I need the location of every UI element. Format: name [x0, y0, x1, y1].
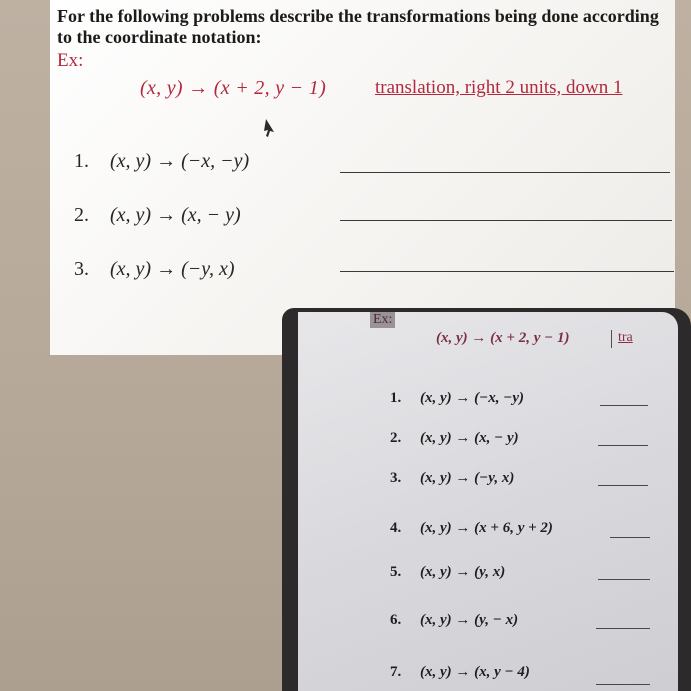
example-label: Ex: [370, 312, 395, 328]
example-expression: (x, y) → (x + 2, y − 1) [436, 330, 570, 346]
answer-line-2[interactable] [598, 445, 648, 446]
problem-5 [390, 564, 505, 581]
problem-1 [390, 390, 524, 407]
instructions-text: For the following problems describe the transformations being done according to the coordinate notation: [57, 6, 659, 47]
answer-line-2[interactable] [340, 220, 672, 221]
answer-line-3[interactable] [340, 271, 674, 272]
problem-3 [74, 258, 235, 281]
worksheet-paper [298, 312, 678, 691]
problem-expression: (x, y) → (−y, x) [110, 258, 235, 280]
example-answer-fragment: tra [618, 330, 633, 345]
problem-2 [390, 430, 519, 447]
example-answer: translation, right 2 units, down 1 [375, 77, 623, 98]
problem-number: 2. [74, 204, 89, 226]
problem-1 [74, 150, 249, 173]
problem-expression: (x, y) → (−y, x) [420, 470, 515, 486]
answer-line-4[interactable] [610, 537, 650, 538]
example-label: Ex: [57, 50, 84, 71]
answer-line-3[interactable] [598, 485, 648, 486]
problem-3 [390, 470, 514, 487]
problem-number: 3. [390, 470, 402, 486]
problem-number: 1. [74, 150, 89, 172]
problem-2 [74, 204, 241, 227]
problem-expression: (x, y) → (x, − y) [420, 430, 519, 446]
problem-number: 3. [74, 258, 89, 280]
problem-number: 1. [390, 390, 402, 406]
problem-expression: (x, y) → (x + 6, y + 2) [420, 520, 553, 536]
problem-number: 6. [390, 612, 402, 628]
answer-line-7[interactable] [596, 684, 650, 685]
example-expression: (x, y) → (x + 2, y − 1) [140, 77, 327, 99]
text-cursor [611, 330, 612, 348]
problem-expression: (x, y) → (−x, −y) [110, 150, 250, 172]
worksheet-top [50, 0, 675, 355]
worksheet-photo-overlay [282, 308, 691, 691]
problem-7 [390, 664, 530, 681]
answer-line-1[interactable] [600, 405, 648, 406]
problem-6 [390, 612, 518, 629]
problem-expression: (x, y) → (y, − x) [420, 612, 519, 628]
answer-line-6[interactable] [596, 628, 650, 629]
problem-4 [390, 520, 553, 537]
answer-line-5[interactable] [598, 579, 650, 580]
answer-line-1[interactable] [340, 172, 670, 173]
problem-expression: (x, y) → (x, − y) [110, 204, 241, 226]
problem-expression: (x, y) → (−x, −y) [420, 390, 524, 406]
problem-number: 4. [390, 520, 402, 536]
problem-number: 2. [390, 430, 402, 446]
problem-expression: (x, y) → (x, y − 4) [420, 664, 530, 680]
problem-number: 7. [390, 664, 402, 680]
problem-number: 5. [390, 564, 402, 580]
mouse-pointer-icon [262, 118, 278, 138]
problem-expression: (x, y) → (y, x) [420, 564, 506, 580]
